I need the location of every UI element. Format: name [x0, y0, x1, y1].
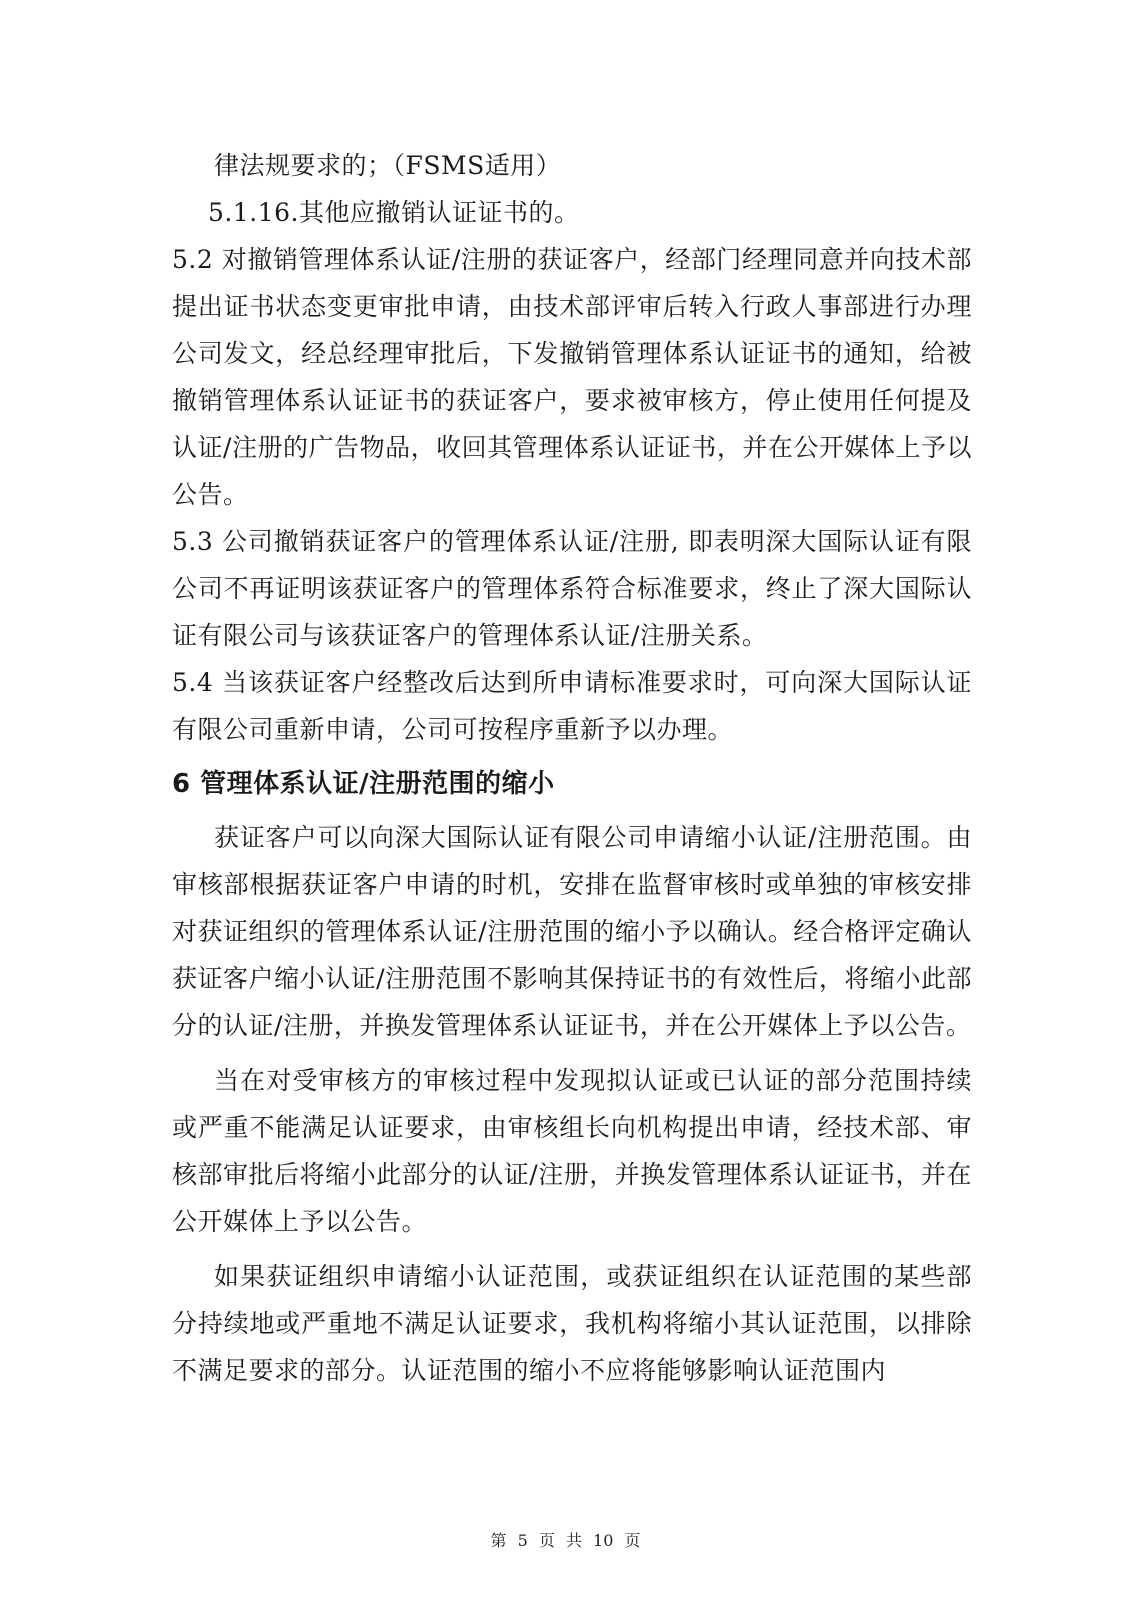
section-6-paragraph-3: 如果获证组织申请缩小认证范围，或获证组织在认证范围的某些部分持续地或严重地不满足认证要求，我机构将缩小其认证范围，以排除不满足要求的部分。认证范围的缩小不应将能够影响认证范围内	[172, 1262, 972, 1385]
section-5-2: 5.2 对撤销管理体系认证/注册的获证客户，经部门经理同意并向技术部提出证书状态变更审批申请，由技术部评审后转入行政人事部进行办理公司发文，经总经理审批后，下发撤销管理体系认证证书的通知，给被撤销管理体系认证证书的获证客户，要求被审核方，停止使用任何提及认证/注册的广告物品，收回其管理体系认证证书，并在公开媒体上予以公告。	[172, 245, 972, 509]
section-6-paragraph-1: 获证客户可以向深大国际认证有限公司申请缩小认证/注册范围。由审核部根据获证客户申请的时机，安排在监督审核时或单独的审核安排对获证组织的管理体系认证/注册范围的缩小予以确认。经合格评定确认获证客户缩小认证/注册范围不影响其保持证书的有效性后，将缩小此部分的认证/注册，并换发管理体系认证证书，并在公开媒体上予以公告。	[172, 823, 972, 1040]
page-number-footer: 第 5 页 共 10 页	[490, 1531, 641, 1550]
section-6-paragraph-2: 当在对受审核方的审核过程中发现拟认证或已认证的部分范围持续或严重不能满足认证要求，由审核组长向机构提出申请，经技术部、审核部审批后将缩小此部分的认证/注册，并换发管理体系认证证书，并在公开媒体上予以公告。	[172, 1066, 972, 1236]
section-5-3: 5.3 公司撤销获证客户的管理体系认证/注册, 即表明深大国际认证有限公司不再证明该获证客户的管理体系符合标准要求，终止了深大国际认证有限公司与该获证客户的管理体系认证/注册关系。	[172, 527, 972, 650]
document-body	[172, 142, 972, 1394]
section-6-heading: 6 管理体系认证/注册范围的缩小	[172, 769, 555, 799]
continuation-line: 律法规要求的；（FSMS适用）	[214, 151, 562, 180]
item-5-1-16: 5.1.16.其他应撤销认证证书的。	[208, 198, 580, 227]
section-5-4: 5.4 当该获证客户经整改后达到所申请标准要求时，可向深大国际认证有限公司重新申请，公司可按程序重新予以办理。	[172, 668, 972, 744]
